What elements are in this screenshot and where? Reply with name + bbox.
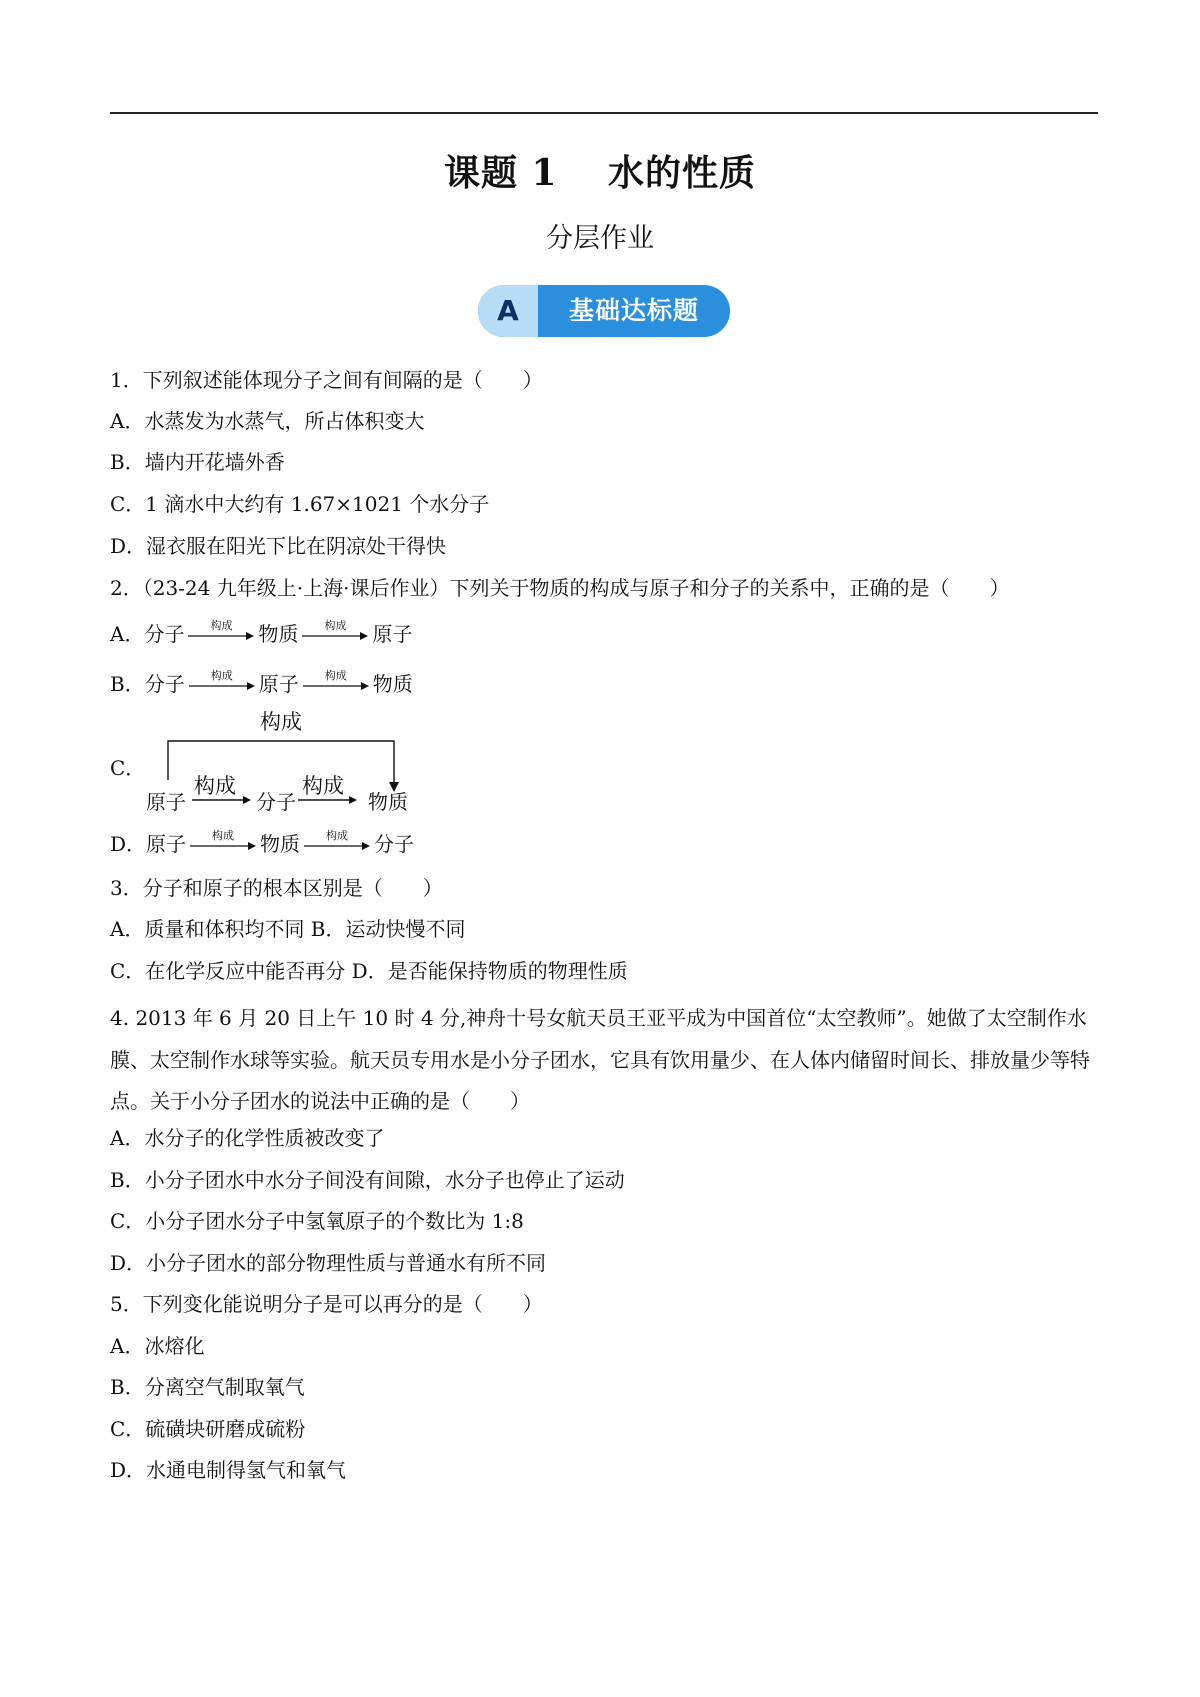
option-letter: C．: [110, 756, 146, 780]
right-arrow-icon: [302, 631, 368, 641]
q2-option-d: [110, 830, 414, 858]
q5-option-d: D．水通电制得氢气和氧气: [110, 1458, 347, 1482]
question-3-stem: 3．分子和原子的根本区别是（ ）: [110, 876, 443, 900]
term: 原子: [146, 832, 187, 856]
badge-text: 基础达标题: [568, 296, 699, 325]
term: 物质: [260, 832, 301, 856]
arrow-label: 构成: [324, 618, 347, 632]
right-arrow-icon: [304, 841, 370, 851]
option-letter: A．: [110, 622, 145, 646]
compose-arrow: [303, 670, 369, 691]
compose-arrow: [302, 620, 368, 641]
term: 原子: [258, 672, 299, 696]
option-letter: B．: [110, 672, 145, 696]
q3-option-ab: A．质量和体积均不同 B．运动快慢不同: [110, 917, 466, 941]
q1-option-c: C．1 滴水中大约有 1.67×1021 个水分子: [110, 492, 490, 516]
right-arrow-icon: [189, 681, 255, 691]
q4-option-c: C．小分子团水分子中氢氧原子的个数比为 1:8: [110, 1209, 524, 1233]
term: 物质: [258, 622, 299, 646]
page-subtitle: 分层作业: [546, 223, 654, 254]
compose-arrow: [190, 830, 256, 851]
arrow-label: 构成: [210, 668, 233, 682]
option-letter: D．: [110, 832, 147, 856]
q4-option-a: A．水分子的化学性质被改变了: [110, 1126, 385, 1150]
term: 分子: [256, 790, 296, 814]
header-rule: [110, 112, 1098, 114]
q1-option-a: A．水蒸发为水蒸气，所占体积变大: [110, 409, 425, 433]
term: 分子: [144, 622, 185, 646]
q2-option-a: [110, 620, 412, 648]
badge-letter: A: [478, 285, 538, 337]
term: 物质: [372, 672, 413, 696]
q3-option-cd: C．在化学反应中能否再分 D．是否能保持物质的物理性质: [110, 959, 628, 983]
term: 原子: [372, 622, 413, 646]
question-1-stem: 1．下列叙述能体现分子之间有间隔的是（ ）: [110, 368, 543, 392]
question-5-stem: 5．下列变化能说明分子是可以再分的是（ ）: [110, 1292, 543, 1316]
right-arrow-icon: [188, 631, 254, 641]
right-arrow-icon: [303, 681, 369, 691]
question-2-stem: 2．（23-24 九年级上·上海·课后作业）下列关于物质的构成与原子和分子的关系中，正确的是（ ）: [110, 576, 1010, 600]
q5-option-a: A．冰熔化: [110, 1334, 205, 1358]
arrow-label: 构成: [212, 828, 235, 842]
term: 原子: [146, 790, 186, 814]
diagram-top-label: 构成: [260, 710, 302, 734]
term: 分子: [374, 832, 415, 856]
term: 分子: [144, 672, 185, 696]
compose-arrow: [304, 830, 370, 851]
diagram-arrow-label: 构成: [194, 774, 236, 798]
q1-option-b: B．墙内开花墙外香: [110, 450, 285, 474]
q5-option-c: C．硫磺块研磨成硫粉: [110, 1417, 306, 1441]
right-arrow-icon: [190, 841, 256, 851]
question-4-stem: 4. 2013 年 6 月 20 日上午 10 时 4 分,神舟十号女航天员王亚平成为中国首位“太空教师”。她做了太空制作水膜、太空制作水球等实验。航天员专用水是小分子团水，它具有饮用量少、在人体内储留时间长、排放量少等特点。关于小分子团水的说法中正确的是（ ）: [110, 1006, 1090, 1113]
diagram-arrow-label: 构成: [302, 774, 344, 798]
q1-option-d: D．湿衣服在阳光下比在阴凉处干得快: [110, 534, 447, 558]
arrow-label: 构成: [210, 618, 233, 632]
q2-option-c: [110, 710, 450, 820]
q5-option-b: B．分离空气制取氧气: [110, 1375, 305, 1399]
section-badge: [478, 285, 730, 337]
q2-option-b: [110, 670, 413, 698]
page-title: 课题 1 水的性质: [443, 152, 757, 194]
arrow-label: 构成: [324, 668, 347, 682]
compose-arrow: [189, 670, 255, 691]
arrow-label: 构成: [326, 828, 349, 842]
q4-option-b: B．小分子团水中水分子间没有间隙，水分子也停止了运动: [110, 1168, 625, 1192]
term: 物质: [368, 790, 408, 814]
compose-arrow: [188, 620, 254, 641]
q4-option-d: D．小分子团水的部分物理性质与普通水有所不同: [110, 1251, 547, 1275]
